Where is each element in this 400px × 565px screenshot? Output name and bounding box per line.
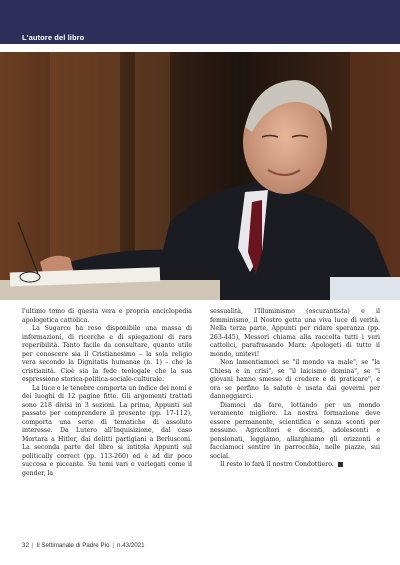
- article-paragraph-final: [210, 461, 380, 470]
- footer-separator: |: [31, 542, 34, 549]
- closing-sentence: Il resto lo farà il nostro Condottiero.: [220, 461, 334, 468]
- article-column-right: [210, 308, 380, 470]
- author-photo-illustration: [0, 52, 400, 300]
- end-of-article-mark: [338, 462, 343, 467]
- article-paragraph: La luce e le tenebre comporta un indice dei nomi e dei luoghi di 12 pagine fitte. Gli argomenti trattati sono 218 divisi in 3 sezioni. La prima, Appunti sul passato per comprendere il presente (pp. 17-112), comporta una serie di tematiche di assoluto interesse. Da Lutero all'Inquisizione, dal caso Mortara a Hitler, dai delitti partigiani a Berlusconi. La seconda parte del libro si intitola Appunti sul politically correct (pp. 113-260) ed è ad dir poco succosa e piccante. Su temi vari e variegati come il gender, la: [22, 384, 192, 477]
- article-paragraph: La Sugarco ha reso disponibile una massa di informazioni, di ricerche e di spiegazioni di rara reperibilità. Tanto facile da consultare, quanto utile per conoscere sia il Cristianesimo – la sola religio vera secondo la Dignitatis humanae (n. 1) – che la cristianità. Cioè sia la fede teologale che la sua espressione storica-politica-sociale-culturale.: [22, 325, 192, 383]
- footer-separator: |: [112, 542, 115, 549]
- article-paragraph: l'ultimo tomo di questa vera e propria enciclopedia apologetica cattolica.: [22, 308, 192, 324]
- page-number: 32: [22, 542, 29, 549]
- article-paragraph: sessualità, l'Illuminismo (oscurantista) e il femminismo, il Nostro getta una viva luce di verità. Nella terza parte, Appunti per ridare speranza (pp. 263-445), Messori chiama alla raccolta tutti i veri cattolici, parafrasando Marx: Apologeti di tutto il mondo, unitevi!: [210, 308, 380, 358]
- article-column-left: [22, 308, 192, 478]
- article-paragraph: Non lamentiamoci se "il mondo va male", se "la Chiesa è in crisi", se "il laicismo domina", se "i giovani hanno smesso di credere e di praticare", e ora se perfino la salute è usata dai governi per danneggiarci.: [210, 359, 380, 400]
- author-photo: [0, 52, 400, 300]
- section-label: L'autore del libro: [22, 33, 85, 42]
- page-footer: [22, 542, 145, 549]
- article-paragraph: Diamoci da fare, lottando per un mondo veramente migliore. La nostra formazione deve essere permanente, scientifica e senza sconti per nessuno. Agricoltori e docenti, adolescenti e pensionati, leggiamo, allarghiamo gli orizzonti e facciamoci sentire in parrocchia, nelle piazze, sui social.: [210, 401, 380, 460]
- issue-number: n.43/2021: [117, 542, 145, 549]
- publication-name: Il Settimanale di Padre Pio: [36, 542, 110, 549]
